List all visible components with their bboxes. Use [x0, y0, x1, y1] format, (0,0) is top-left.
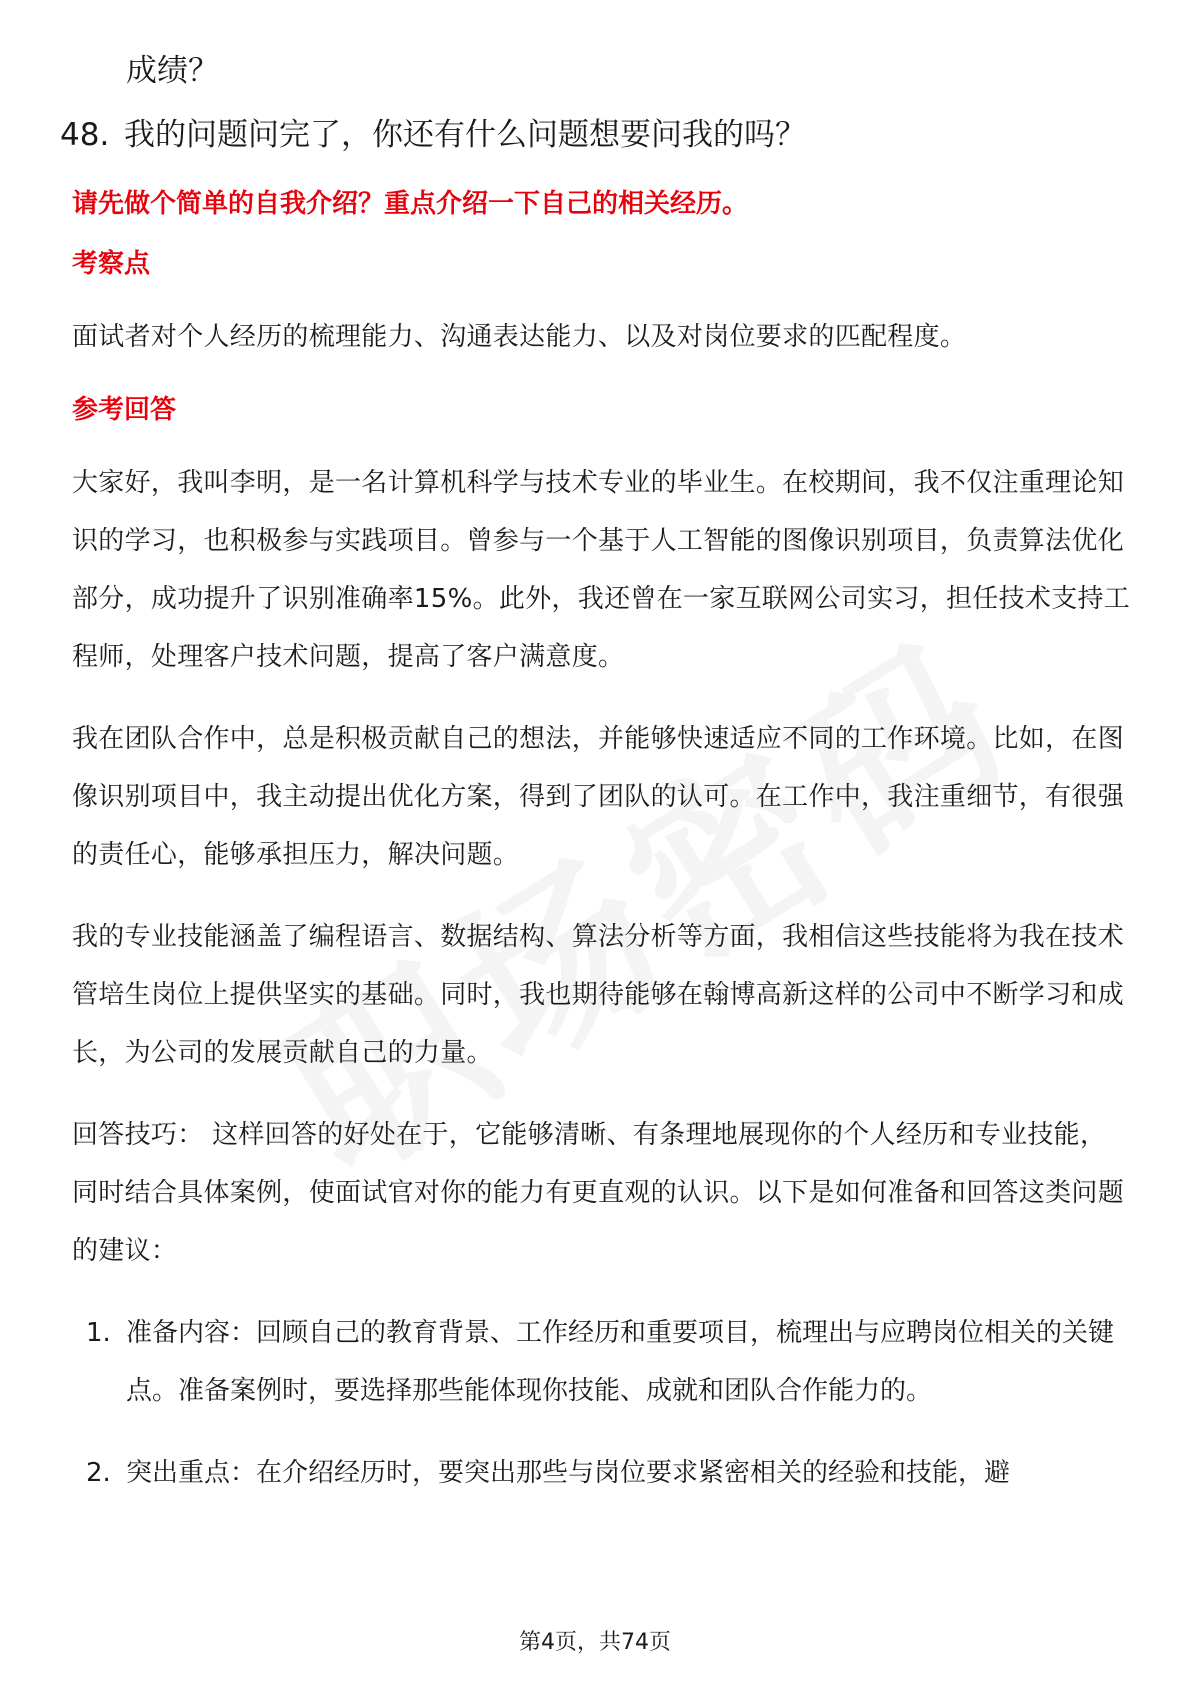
question-48-number: 48.	[60, 117, 110, 153]
previous-question-tail: 成绩？	[126, 53, 219, 89]
focus-text: 面试者对个人经历的梳理能力、沟通表达能力、以及对岗位要求的匹配程度。	[72, 322, 967, 352]
answer-paragraph: 大家好，我叫李明，是一名计算机科学与技术专业的毕业生。在校期间，我不仅注重理论知识的学习，也积极参与实践项目。曾参与一个基于人工智能的图像识别项目，负责算法优化部分，成功提升了识别准确率15%。此外，我还曾在一家互联网公司实习，担任技术支持工程师，处理客户技术问题，提高了客户满意度。	[72, 468, 1131, 672]
list-item-index: 1.	[86, 1318, 111, 1348]
list-item-text: 准备内容：回顾自己的教育背景、工作经历和重要项目，梳理出与应聘岗位相关的关键点。准备案例时，要选择那些能体现你技能、成就和团队合作能力的。	[126, 1318, 1115, 1406]
answer-paragraph: 我的专业技能涵盖了编程语言、数据结构、算法分析等方面，我相信这些技能将为我在技术管培生岗位上提供坚实的基础。同时，我也期待能够在翰博高新这样的公司中不断学习和成长，为公司的发展贡献自己的力量。	[72, 922, 1125, 1068]
current-question-title: 请先做个简单的自我介绍？重点介绍一下自己的相关经历。	[72, 189, 749, 219]
list-item	[72, 1304, 1132, 1420]
answer-paragraph: 我在团队合作中，总是积极贡献自己的想法，并能够快速适应不同的工作环境。比如，在图像识别项目中，我主动提出优化方案，得到了团队的认可。在工作中，我注重细节，有很强的责任心，能够承担压力，解决问题。	[72, 724, 1125, 870]
question-48	[60, 112, 806, 158]
answer-tips-intro: 回答技巧： 这样回答的好处在于，它能够清晰、有条理地展现你的个人经历和专业技能，同时结合具体案例，使面试官对你的能力有更直观的认识。以下是如何准备和回答这类问题的建议：	[72, 1120, 1125, 1266]
list-item	[72, 1444, 1132, 1502]
tips-list	[72, 1304, 1132, 1502]
list-item-text: 突出重点：在介绍经历时，要突出那些与岗位要求紧密相关的经验和技能，避	[126, 1458, 1011, 1488]
answer-section	[72, 182, 1132, 1526]
question-48-text: 我的问题问完了，你还有什么问题想要问我的吗？	[124, 117, 806, 153]
reference-answer-label: 参考回答	[72, 395, 177, 425]
list-item-index: 2.	[86, 1458, 111, 1488]
page-number-footer: 第4页，共74页	[519, 1630, 671, 1655]
focus-label: 考察点	[72, 249, 151, 279]
